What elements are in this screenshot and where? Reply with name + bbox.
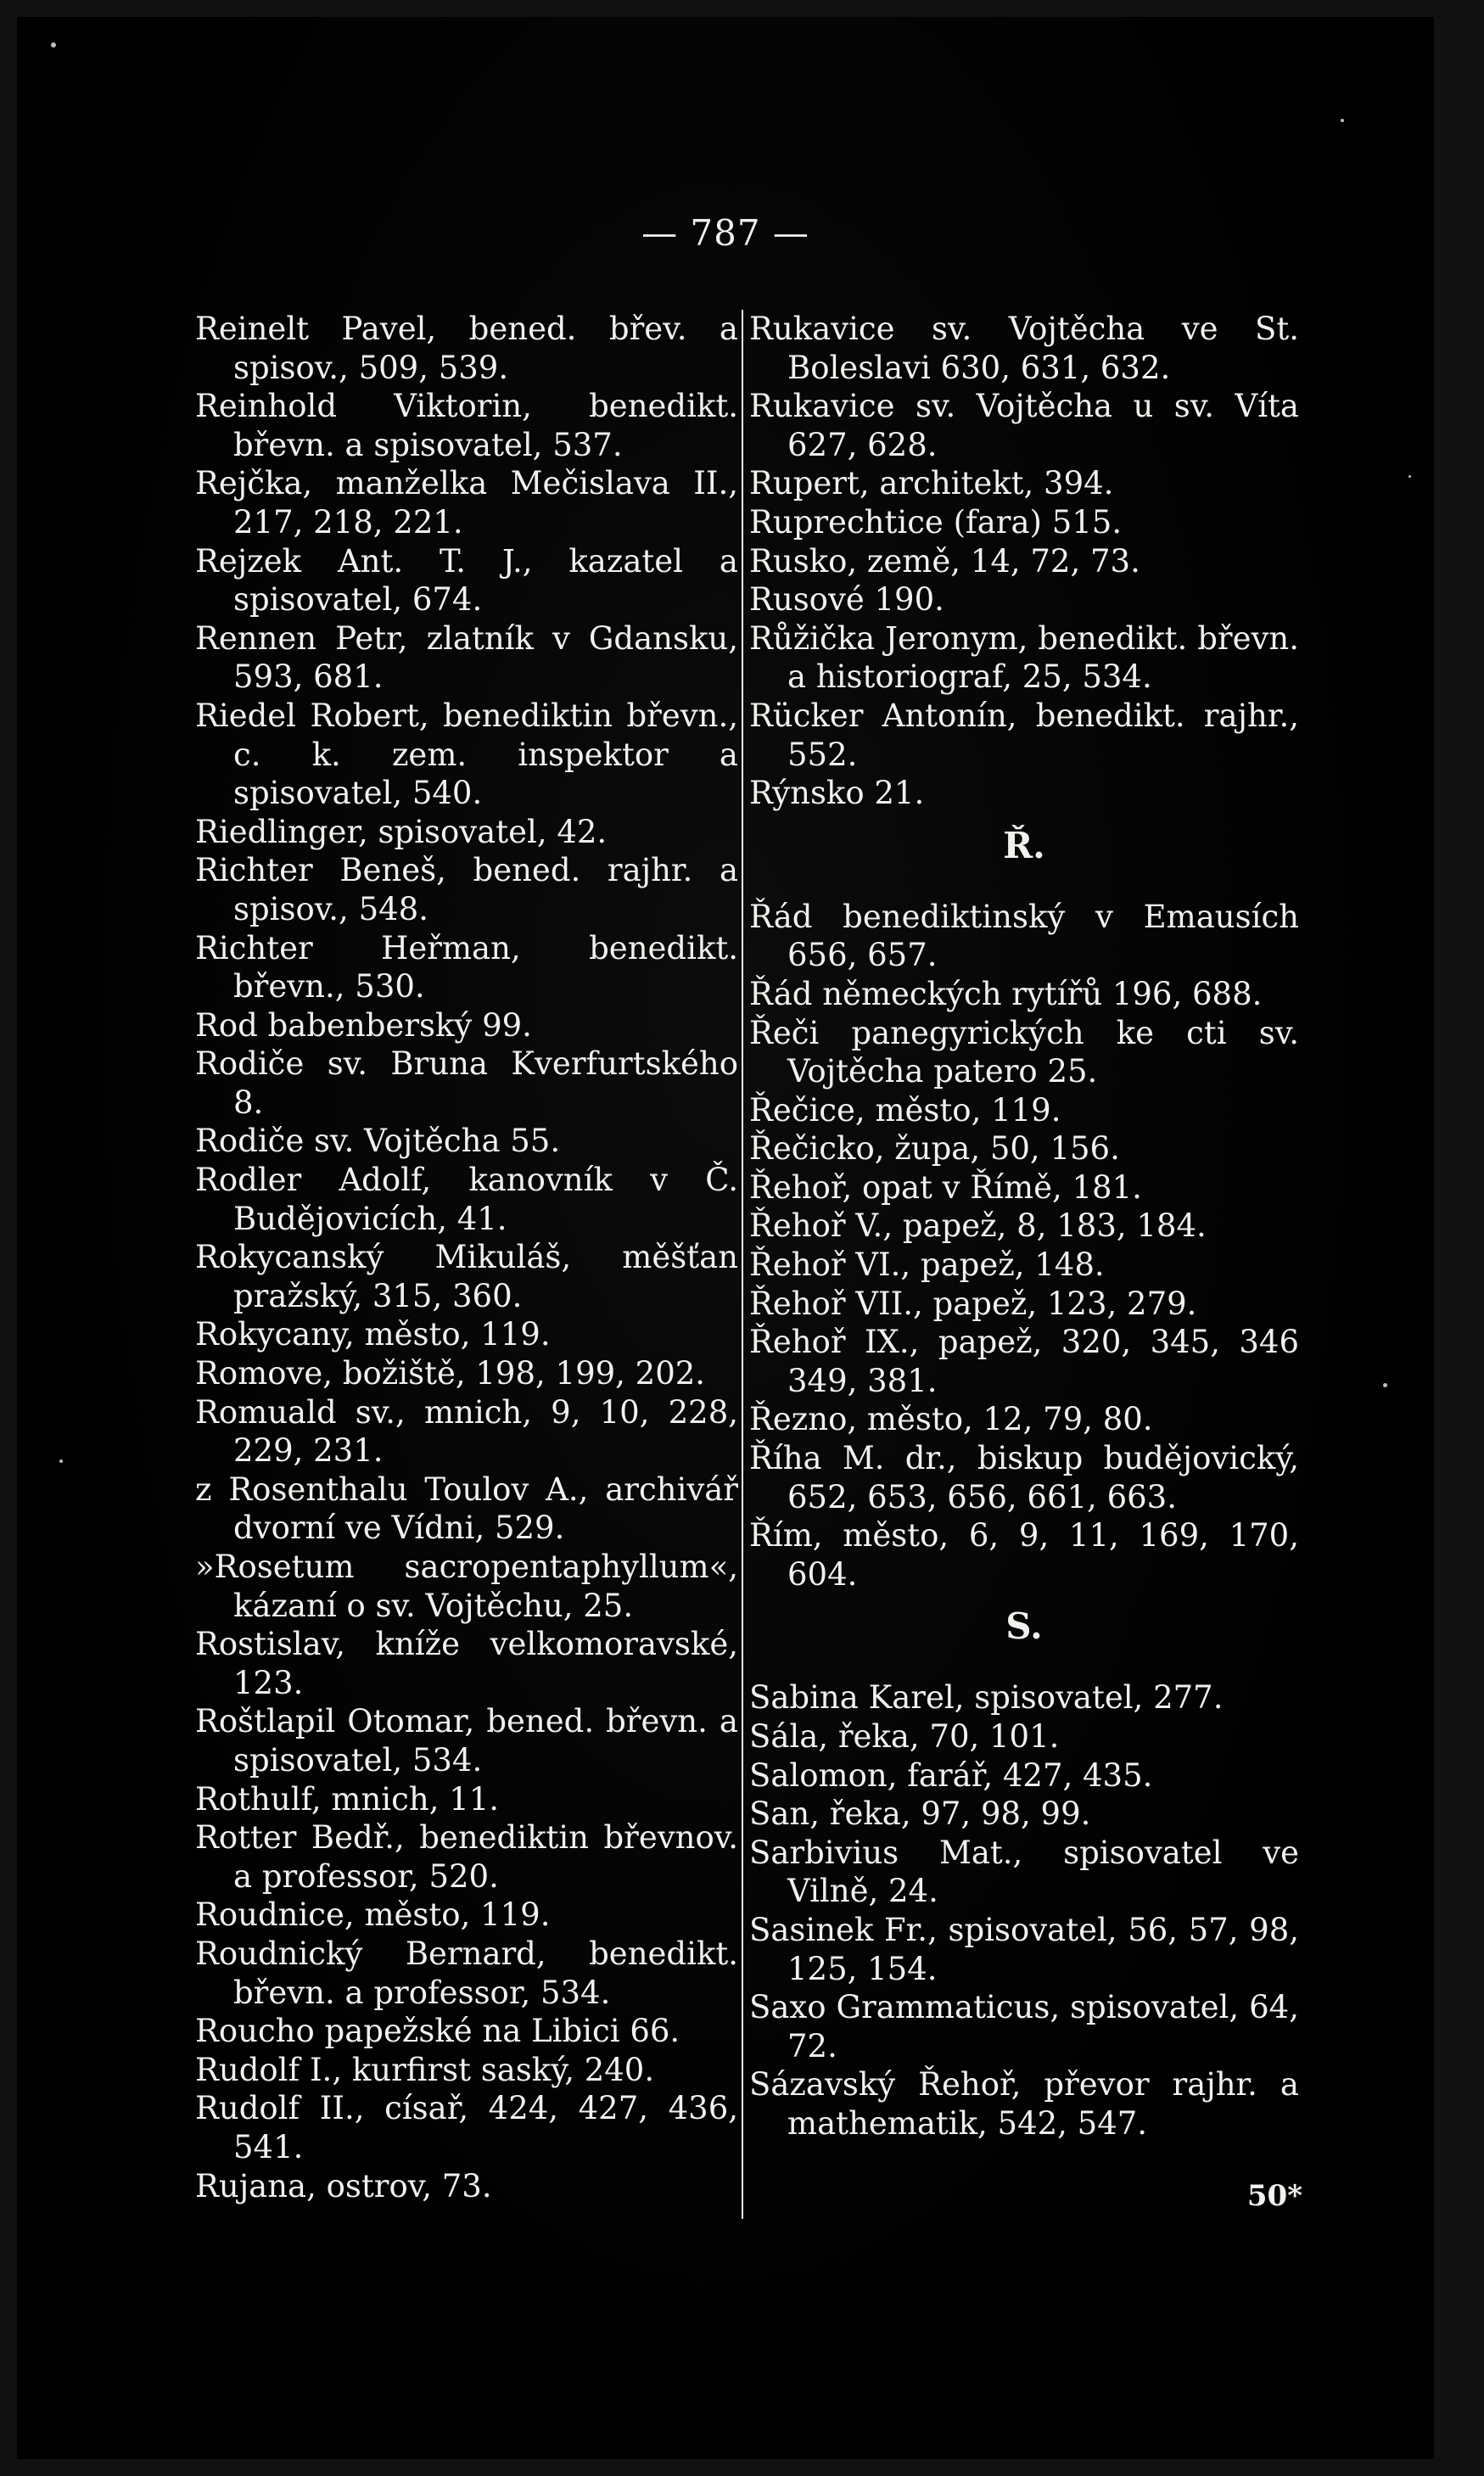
- index-entry: Řehoř IX., papež, 320, 345, 346 349, 381.: [749, 1324, 1299, 1399]
- index-entry: Řád benediktinský v Emausích 656, 657.: [749, 898, 1299, 974]
- index-entry: Ruprechtice (fara) 515.: [749, 503, 1123, 541]
- index-entry: Rücker Antonín, benedikt. rajhr., 552.: [749, 697, 1299, 773]
- index-entry: »Rosetum sacropentaphyllum«, kázaní o sv. Vojtěchu, 25.: [195, 1549, 738, 1624]
- index-entry: Řehoř V., papež, 8, 183, 184.: [749, 1207, 1207, 1245]
- index-entry: Roudnický Bernard, benedikt. břevn. a professor, 534.: [195, 1935, 738, 2011]
- index-entry: Riedlinger, spisovatel, 42.: [195, 813, 608, 850]
- index-entry: Řím, město, 6, 9, 11, 169, 170, 604.: [749, 1517, 1299, 1593]
- index-entry: Růžička Jeronym, benedikt. břevn. a historiograf, 25, 534.: [749, 619, 1299, 696]
- index-entry: Řečicko, župa, 50, 156.: [749, 1130, 1120, 1168]
- index-entry: Roštlapil Otomar, bened. břevn. a spisovatel, 534.: [195, 1703, 738, 1779]
- index-entry: Rukavice sv. Vojtěcha ve St. Boleslavi 630, 631, 632.: [749, 311, 1299, 386]
- index-entry: Rostislav, kníže velkomoravské, 123.: [195, 1626, 738, 1701]
- index-entry: Richter Heřman, benedikt. břevn., 530.: [195, 929, 738, 1006]
- index-entry: Rothulf, mnich, 11.: [195, 1780, 500, 1818]
- index-entry: Sázavský Řehoř, převor rajhr. a mathematik, 542, 547.: [749, 2066, 1299, 2142]
- scan-speck: [59, 1459, 63, 1463]
- page-number: — 787 —: [641, 212, 809, 254]
- index-entry: Rupert, architekt, 394.: [749, 465, 1114, 502]
- index-entry: Rodiče sv. Vojtěcha 55.: [195, 1123, 561, 1160]
- index-entry: Říha M. dr., biskup budějovický, 652, 653, 656, 661, 663.: [749, 1440, 1299, 1515]
- index-entry: Řehoř, opat v Římě, 181.: [749, 1168, 1142, 1206]
- index-column-right: [749, 310, 1299, 2143]
- index-entry: Řezno, město, 12, 79, 80.: [749, 1401, 1153, 1438]
- scan-speck: [51, 42, 56, 48]
- section-heading-s: S.: [1005, 1605, 1043, 1648]
- entries-group-r: [749, 310, 1299, 813]
- scan-speck: [1408, 475, 1411, 478]
- index-entry: Rudolf II., císař, 424, 427, 436, 541.: [195, 2090, 738, 2165]
- index-entry: Richter Beneš, bened. rajhr. a spisov., 548.: [195, 852, 738, 927]
- index-entry: Saxo Grammaticus, spisovatel, 64, 72.: [749, 1989, 1299, 2064]
- index-entry: Řád německých rytířů 196, 688.: [749, 975, 1263, 1012]
- index-entry: Řehoř VII., papež, 123, 279.: [749, 1285, 1197, 1322]
- index-column-left: [195, 310, 738, 2205]
- signature-mark: 50*: [1246, 2179, 1302, 2213]
- index-entry: Rokycanský Mikuláš, měšťan pražský, 315, 360.: [195, 1239, 738, 1314]
- index-entry: Sabina Karel, spisovatel, 277.: [749, 1679, 1224, 1717]
- index-entry: San, řeka, 97, 98, 99.: [749, 1795, 1091, 1833]
- index-entry: Rusové 190.: [749, 581, 944, 619]
- index-entry: Roudnice, město, 119.: [195, 1896, 551, 1934]
- index-entry: Roucho papežské na Libici 66.: [195, 2013, 680, 2050]
- scan-speck: [1341, 119, 1344, 122]
- scan-speck: [1383, 1383, 1387, 1387]
- index-entry: z Rosenthalu Toulov A., archivář dvorní ve Vídni, 529.: [195, 1470, 738, 1547]
- index-entry: Rod babenberský 99.: [195, 1006, 532, 1044]
- index-entry: Řečice, město, 119.: [749, 1091, 1061, 1129]
- index-entry: Řehoř VI., papež, 148.: [749, 1246, 1105, 1284]
- index-entry: Riedel Robert, benediktin břevn., c. k. zem. inspektor a spisovatel, 540.: [195, 697, 738, 812]
- index-entry: Salomon, farář, 427, 435.: [749, 1756, 1153, 1794]
- index-entry: Sasinek Fr., spisovatel, 56, 57, 98, 125, 154.: [749, 1911, 1299, 1987]
- index-entry: Sála, řeka, 70, 101.: [749, 1718, 1060, 1755]
- index-entry: Rusko, země, 14, 72, 73.: [749, 542, 1140, 580]
- index-entry: Rejčka, manželka Mečislava II., 217, 218, 221.: [195, 465, 738, 541]
- index-entry: Romuald sv., mnich, 9, 10, 228, 229, 231.: [195, 1393, 738, 1470]
- index-entry: Reinhold Viktorin, benedikt. břevn. a spisovatel, 537.: [195, 388, 738, 463]
- index-entry: Rodler Adolf, kanovník v Č. Budějovicích, 41.: [195, 1162, 738, 1237]
- entries-group-r-caron: [749, 898, 1299, 1594]
- index-entry: Rotter Bedř., benediktin břevnov. a professor, 520.: [195, 1819, 738, 1895]
- entries-group-s: [749, 1678, 1299, 2143]
- index-entry: Sarbivius Mat., spisovatel ve Vilně, 24.: [749, 1834, 1299, 1910]
- index-entry: Reinelt Pavel, bened. břev. a spisov., 509, 539.: [195, 311, 738, 386]
- index-entry: Rýnsko 21.: [749, 775, 925, 812]
- book-page: [17, 17, 1434, 2459]
- index-entry: Rodiče sv. Bruna Kverfurtského 8.: [195, 1045, 738, 1121]
- index-entry: Rejzek Ant. T. J., kazatel a spisovatel, 674.: [195, 542, 738, 619]
- index-entry: Řeči panegyrických ke cti sv. Vojtěcha patero 25.: [749, 1014, 1299, 1090]
- index-entry: Rennen Petr, zlatník v Gdansku, 593, 681.: [195, 619, 738, 696]
- column-divider: [742, 310, 743, 2219]
- index-entry: Rujana, ostrov, 73.: [195, 2167, 492, 2204]
- index-entry: Romove, božiště, 198, 199, 202.: [195, 1355, 706, 1392]
- section-heading-r-caron: Ř.: [1003, 824, 1045, 866]
- index-entry: Rudolf I., kurfirst saský, 240.: [195, 2051, 655, 2088]
- index-entry: Rukavice sv. Vojtěcha u sv. Víta 627, 628.: [749, 388, 1299, 463]
- index-entry: Rokycany, město, 119.: [195, 1316, 551, 1353]
